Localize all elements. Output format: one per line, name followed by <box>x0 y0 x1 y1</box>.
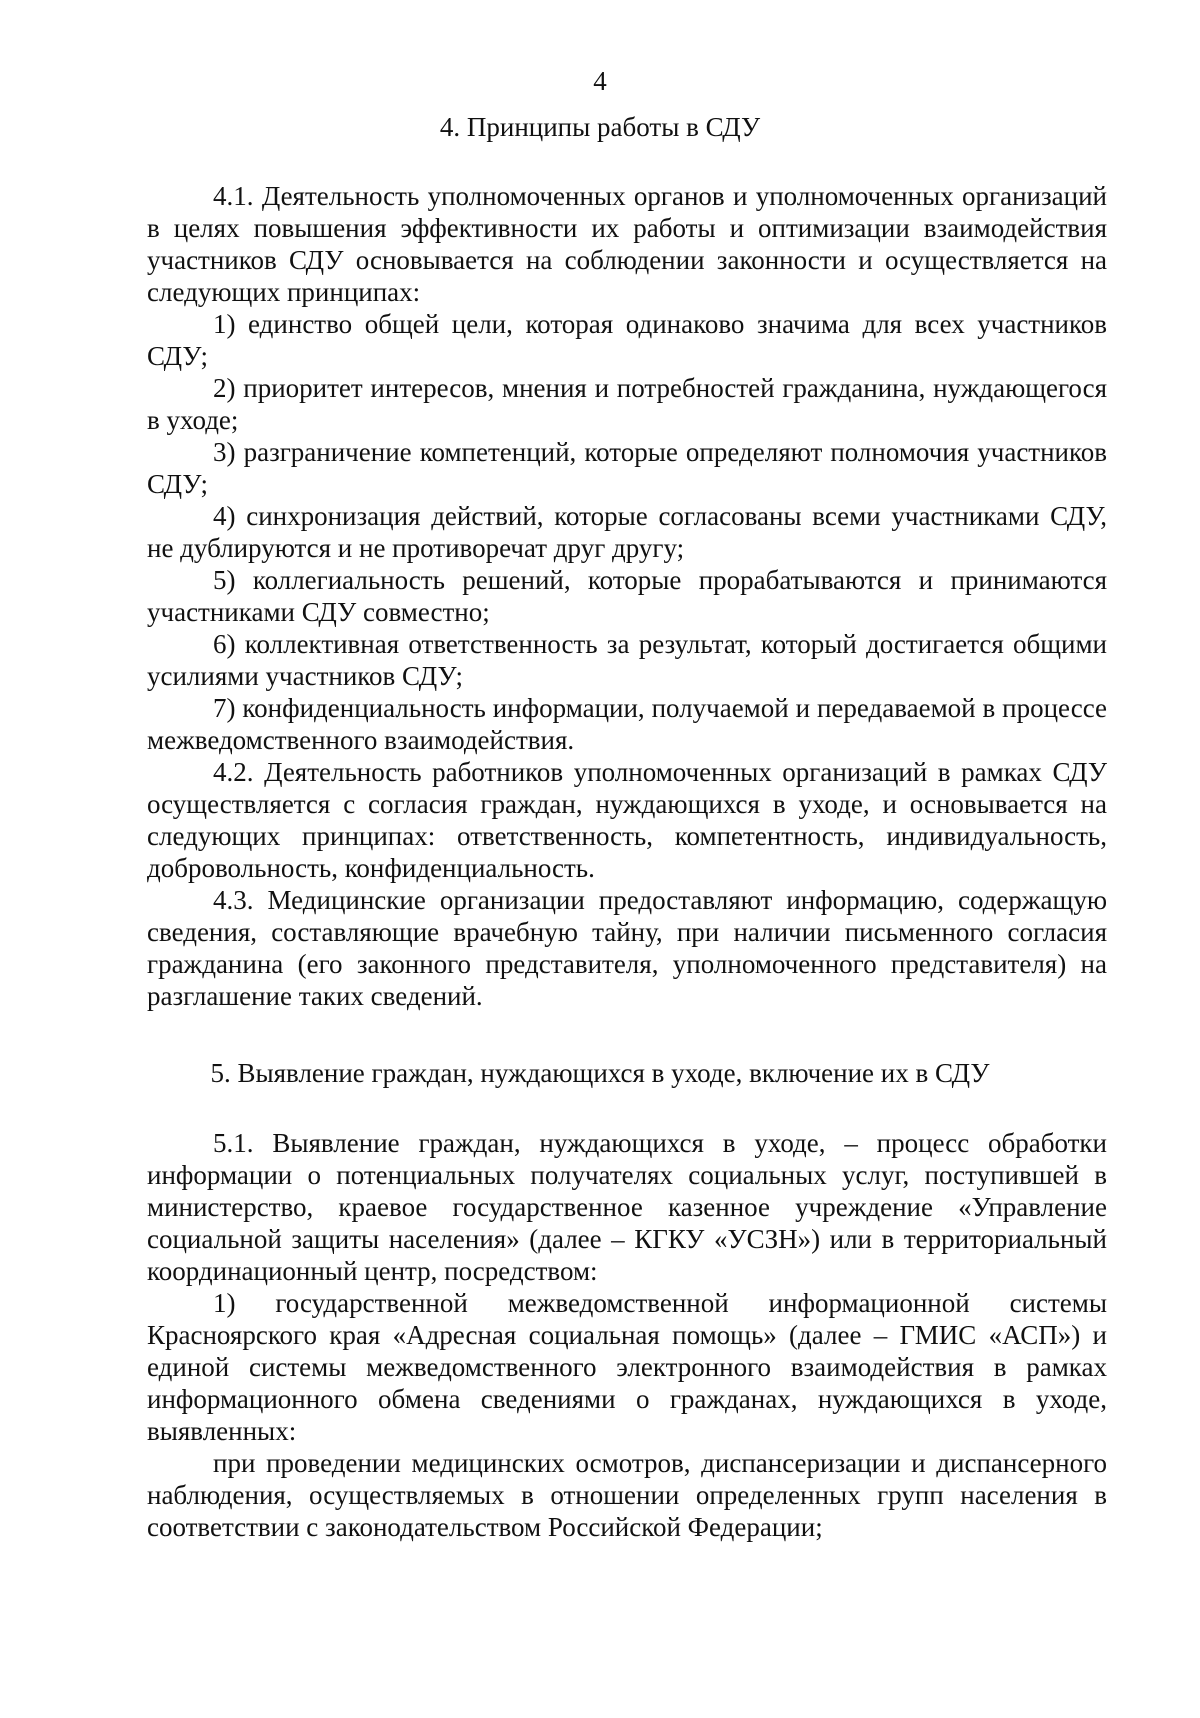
paragraph-4-2: 4.2. Деятельность работников уполномоченных организаций в рамках СДУ осуществляется с согласия граждан, нуждающихся в уходе, и основывается на следующих принципах: ответственность, компетентность, индивидуальность, добровольность, конфиденциальность. <box>147 757 1107 883</box>
page-number: 4 <box>593 66 607 96</box>
section-5-heading: 5. Выявление граждан, нуждающихся в уходе, включение их в СДУ <box>210 1058 990 1088</box>
list-item-4-1-2: 2) приоритет интересов, мнения и потребностей гражданина, нуждающегося в уходе; <box>147 373 1107 435</box>
list-item-4-1-1: 1) единство общей цели, которая одинаково значима для всех участников СДУ; <box>147 309 1107 371</box>
paragraph-5-1: 5.1. Выявление граждан, нуждающихся в уходе, – процесс обработки информации о потенциальных получателях социальных услуг, поступившей в министерство, краевое государственное казенное учреждение «Управление социальной защиты населения» (далее – КГКУ «УСЗН») или в территориальный координационный центр, посредством: <box>147 1128 1107 1286</box>
section-4-heading: 4. Принципы работы в СДУ <box>439 112 761 142</box>
list-item-4-1-7: 7) конфиденциальность информации, получаемой и передаваемой в процессе межведомственного взаимодействия. <box>147 693 1107 755</box>
paragraph-4-3: 4.3. Медицинские организации предоставляют информацию, содержащую сведения, составляющие врачебную тайну, при наличии письменного согласия гражданина (его законного представителя, уполномоченного представителя) на разглашение таких сведений. <box>147 885 1107 1011</box>
sub-item-medical-exams: при проведении медицинских осмотров, диспансеризации и диспансерного наблюдения, осуществляемых в отношении определенных групп населения в соответствии с законодательством Российской Федерации; <box>147 1448 1107 1542</box>
list-item-4-1-5: 5) коллегиальность решений, которые прорабатываются и принимаются участниками СДУ совместно; <box>147 565 1107 627</box>
list-item-5-1-1: 1) государственной межведомственной информационной системы Красноярского края «Адресная социальная помощь» (далее – ГМИС «АСП») и единой системы межведомственного электронного взаимодействия в рамках информационного обмена сведениями о гражданах, нуждающихся в уходе, выявленных: <box>147 1288 1107 1446</box>
section-5-body <box>147 1127 1107 1543</box>
paragraph-4-1: 4.1. Деятельность уполномоченных органов и уполномоченных организаций в целях повышения эффективности их работы и оптимизации взаимодействия участников СДУ основывается на соблюдении законности и осуществляется на следующих принципах: <box>147 181 1107 307</box>
list-item-4-1-4: 4) синхронизация действий, которые согласованы всеми участниками СДУ, не дублируются и не противоречат друг другу; <box>147 501 1107 563</box>
list-item-4-1-3: 3) разграничение компетенций, которые определяют полномочия участников СДУ; <box>147 437 1107 499</box>
section-4-body <box>147 180 1107 1012</box>
list-item-4-1-6: 6) коллективная ответственность за результат, который достигается общими усилиями участников СДУ; <box>147 629 1107 691</box>
